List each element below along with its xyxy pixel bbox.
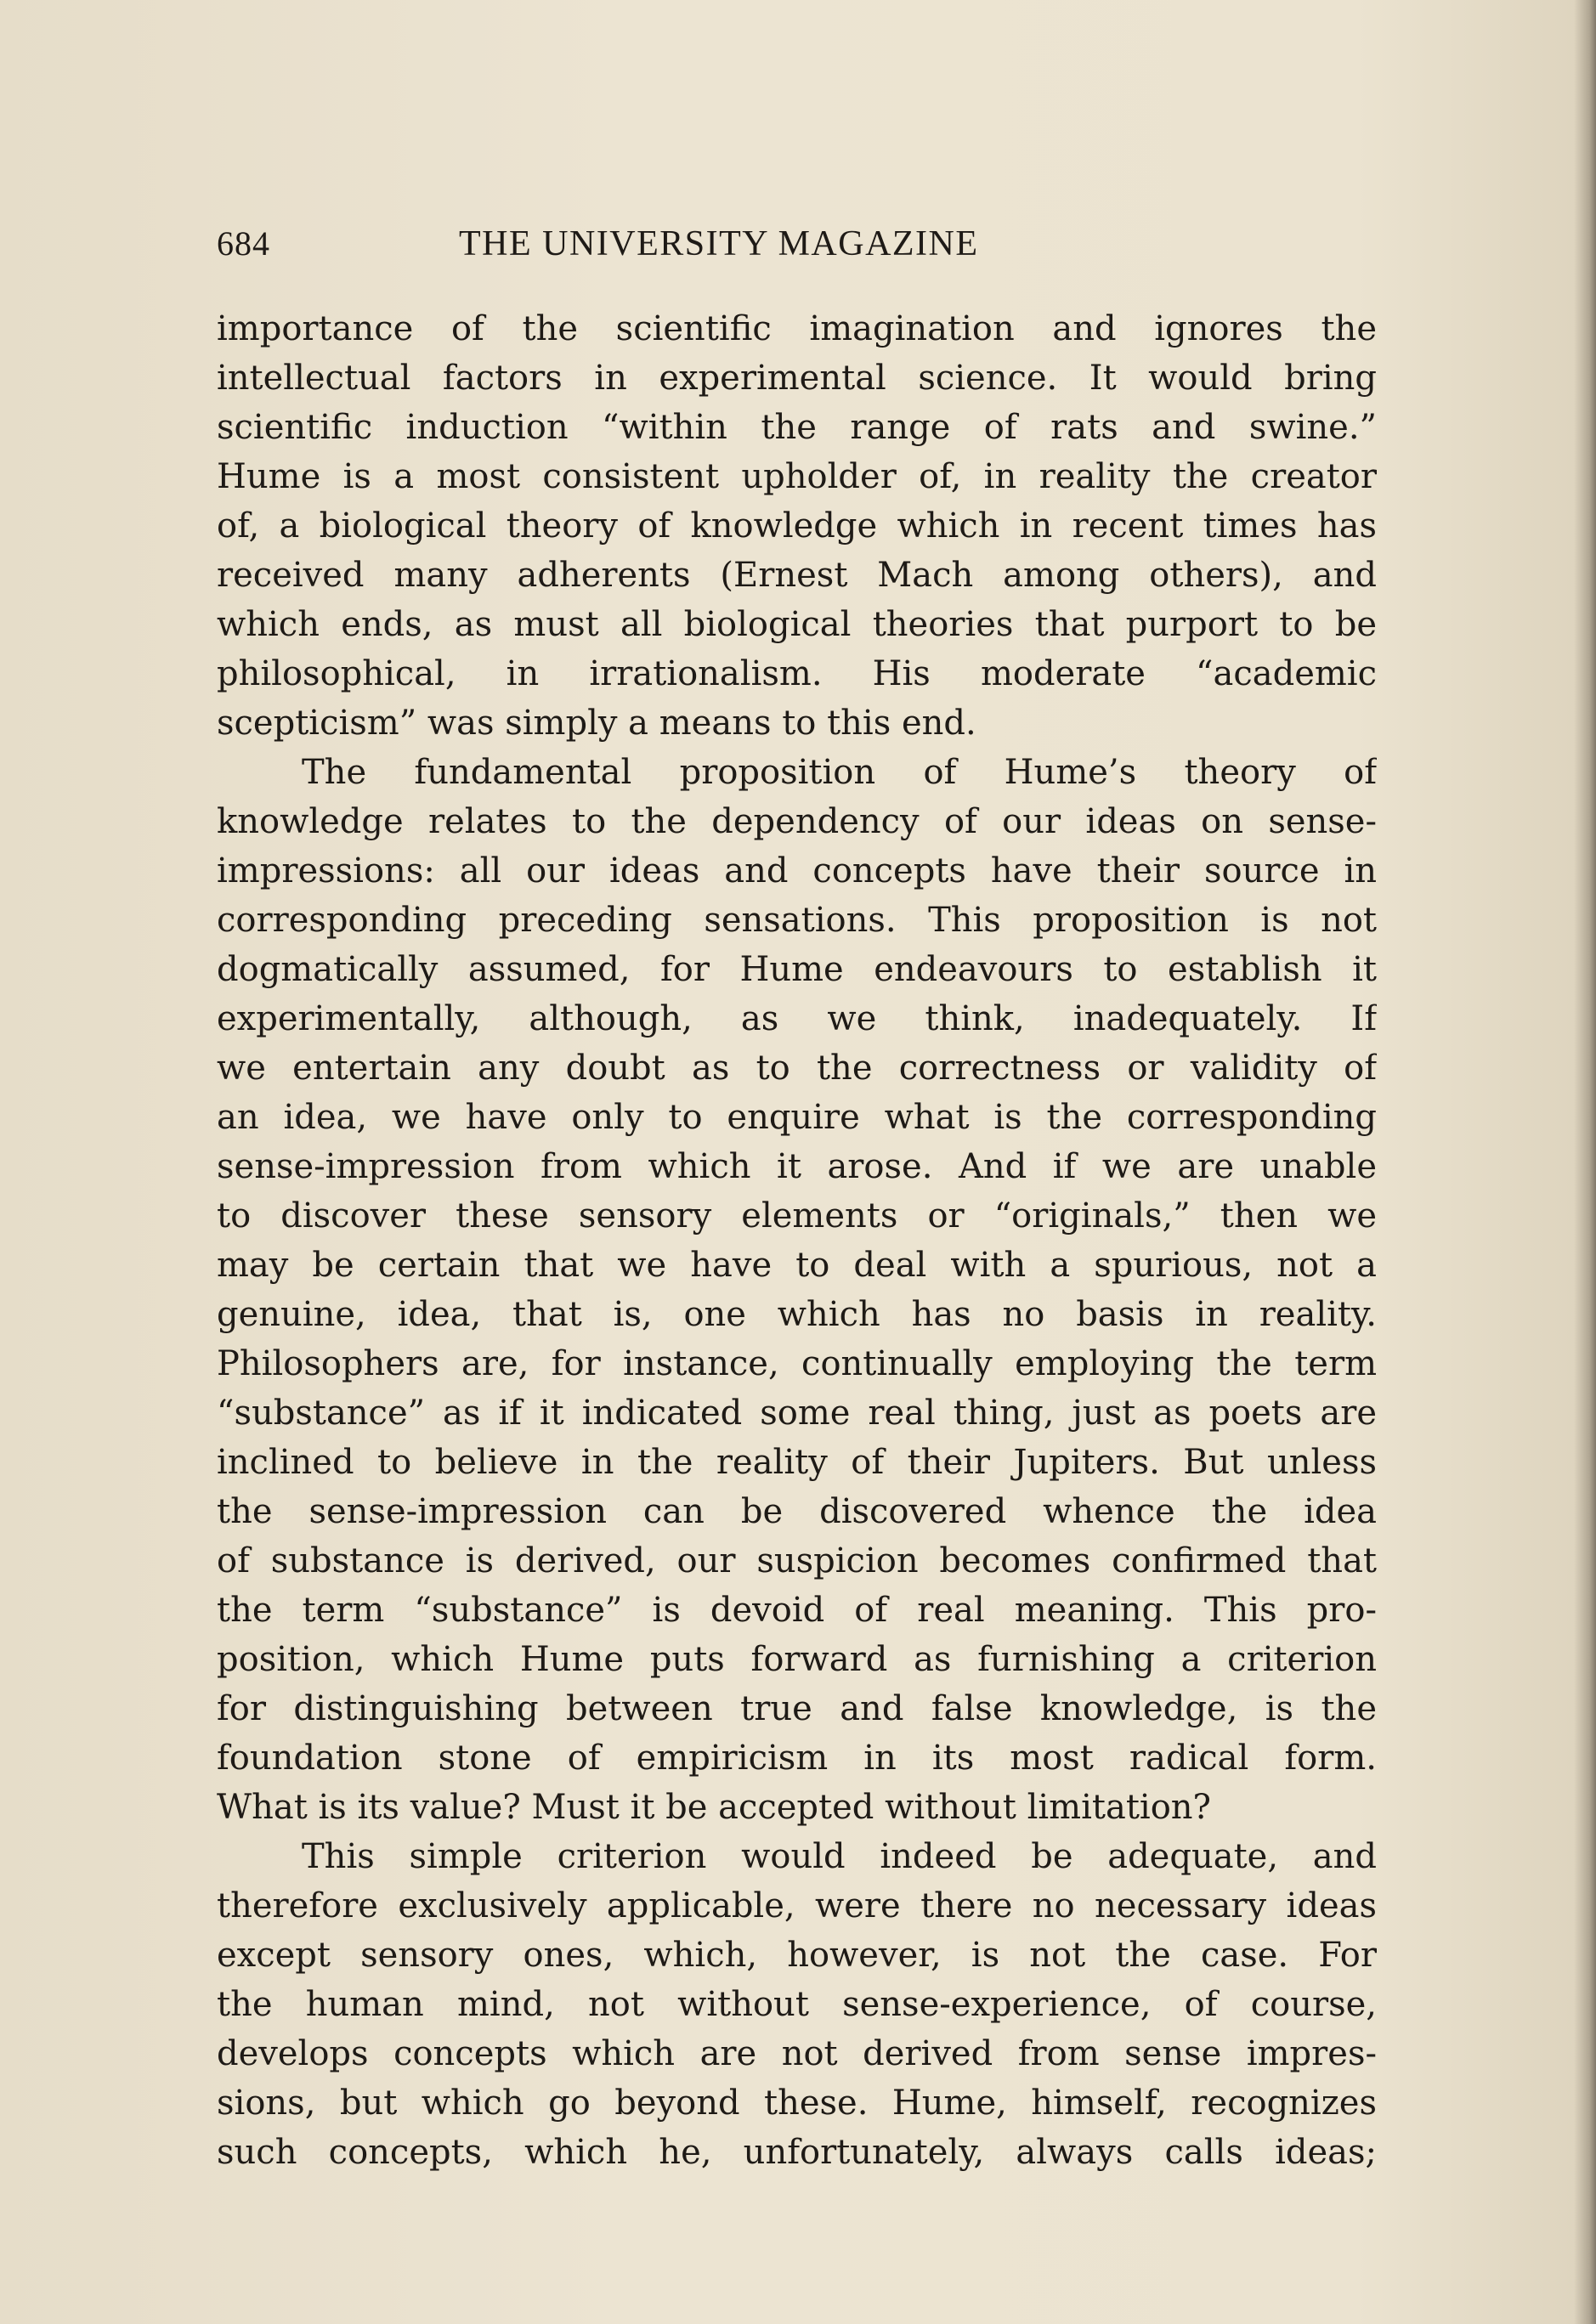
text-line: scientific induction “within the range of rats and swine.” [217,408,1377,447]
text-line: impressions: all our ideas and concepts have their source in [217,851,1377,891]
text-line: sense-impression from which it arose. And if we are unable [217,1147,1377,1186]
text-line: develops concepts which are not derived from sense impres- [217,2034,1377,2073]
text-line: philosophical, in irrationalism. His moderate “academic [217,654,1377,693]
running-head: THE UNIVERSITY MAGAZINE [459,224,979,263]
paragraph-start-line: This simple criterion would indeed be adequate, and [302,1837,1377,1876]
text-line: importance of the scientific imagination and ignores the [217,309,1377,348]
text-line: to discover these sensory elements or “originals,” then we [217,1196,1377,1236]
text-line: we entertain any doubt as to the correctness or validity of [217,1049,1377,1088]
text-line: Hume is a most consistent upholder of, in reality the creator [217,457,1377,496]
text-line: What is its value? Must it be accepted without limitation? [217,1788,1211,1827]
text-line: the term “substance” is devoid of real meaning. This pro- [217,1591,1377,1630]
text-line: scepticism” was simply a means to this end. [217,704,976,743]
text-line: the human mind, not without sense-experience, of course, [217,1985,1377,2024]
text-line: the sense-impression can be discovered whence the idea [217,1492,1377,1531]
text-line: may be certain that we have to deal with a spurious, not a [217,1246,1377,1285]
paragraph-start-line: The fundamental proposition of Hume’s theory of [302,753,1377,792]
text-line: position, which Hume puts forward as furnishing a criterion [217,1640,1377,1679]
text-line: knowledge relates to the dependency of our ideas on sense- [217,802,1377,841]
text-line: of substance is derived, our suspicion becomes confirmed that [217,1541,1377,1580]
text-line: such concepts, which he, unfortunately, always calls ideas; [217,2133,1377,2172]
text-line: Philosophers are, for instance, continually employing the term [217,1344,1377,1383]
body-text [217,304,1377,2177]
text-line: except sensory ones, which, however, is not the case. For [217,1936,1377,1975]
text-line: inclined to believe in the reality of their Jupiters. But unless [217,1443,1377,1482]
text-line: for distinguishing between true and false knowledge, is the [217,1689,1377,1728]
text-line: which ends, as must all biological theories that purport to be [217,605,1377,644]
text-line: therefore exclusively applicable, were there no necessary ideas [217,1886,1377,1925]
page-number: 684 [217,224,270,263]
page-header [217,217,1152,276]
text-line: of, a biological theory of knowledge which in recent times has [217,506,1377,546]
text-line: genuine, idea, that is, one which has no basis in reality. [217,1295,1377,1334]
text-line: experimentally, although, as we think, inadequately. If [217,999,1377,1038]
text-line: corresponding preceding sensations. This proposition is not [217,901,1377,940]
text-line: foundation stone of empiricism in its most radical form. [217,1739,1377,1778]
text-line: an idea, we have only to enquire what is the corresponding [217,1098,1377,1137]
text-line: intellectual factors in experimental science. It would bring [217,359,1377,398]
page-edge-shadow [1574,0,1596,2324]
text-line: received many adherents (Ernest Mach among others), and [217,556,1377,595]
text-line: dogmatically assumed, for Hume endeavours to establish it [217,950,1377,989]
text-line: sions, but which go beyond these. Hume, himself, recognizes [217,2084,1377,2123]
text-line: “substance” as if it indicated some real thing, just as poets are [217,1394,1377,1433]
